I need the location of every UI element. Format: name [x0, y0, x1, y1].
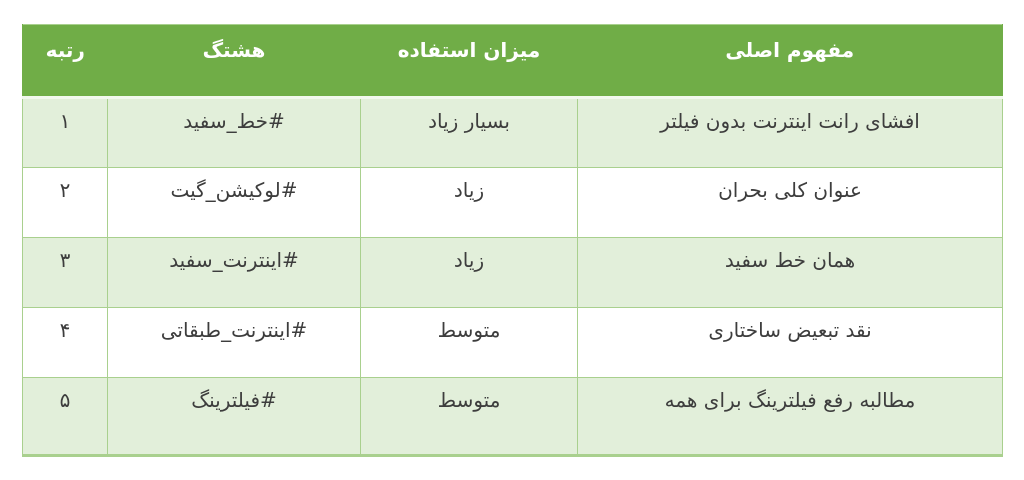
cell-concept: مطالبه رفع فیلترینگ برای همه [578, 378, 1003, 456]
cell-usage: بسیار زیاد [361, 98, 578, 168]
cell-hashtag: #اینترنت_طبقاتی [108, 308, 361, 378]
cell-rank: ۱ [23, 98, 108, 168]
cell-rank: ۲ [23, 168, 108, 238]
table-body [23, 98, 1003, 456]
table-row [23, 238, 1003, 308]
header-hashtag: هشتگ [108, 25, 361, 98]
table-header [23, 25, 1003, 98]
header-concept: مفهوم اصلی [578, 25, 1003, 98]
hashtag-usage-table [22, 24, 1003, 457]
header-row [23, 25, 1003, 98]
cell-rank: ۴ [23, 308, 108, 378]
table-row [23, 308, 1003, 378]
cell-usage: زیاد [361, 238, 578, 308]
table-row [23, 378, 1003, 456]
cell-hashtag: #لوکیشن_گیت [108, 168, 361, 238]
cell-hashtag: #اینترنت_سفید [108, 238, 361, 308]
header-rank: رتبه [23, 25, 108, 98]
cell-concept: همان خط سفید [578, 238, 1003, 308]
cell-rank: ۵ [23, 378, 108, 456]
cell-usage: متوسط [361, 378, 578, 456]
table-row [23, 168, 1003, 238]
cell-concept: عنوان کلی بحران [578, 168, 1003, 238]
cell-usage: متوسط [361, 308, 578, 378]
cell-concept: نقد تبعیض ساختاری [578, 308, 1003, 378]
table-row [23, 98, 1003, 168]
cell-hashtag: #خط_سفید [108, 98, 361, 168]
header-usage: میزان استفاده [361, 25, 578, 98]
cell-concept: افشای رانت اینترنت بدون فیلتر [578, 98, 1003, 168]
cell-rank: ۳ [23, 238, 108, 308]
cell-usage: زیاد [361, 168, 578, 238]
cell-hashtag: #فیلترینگ [108, 378, 361, 456]
